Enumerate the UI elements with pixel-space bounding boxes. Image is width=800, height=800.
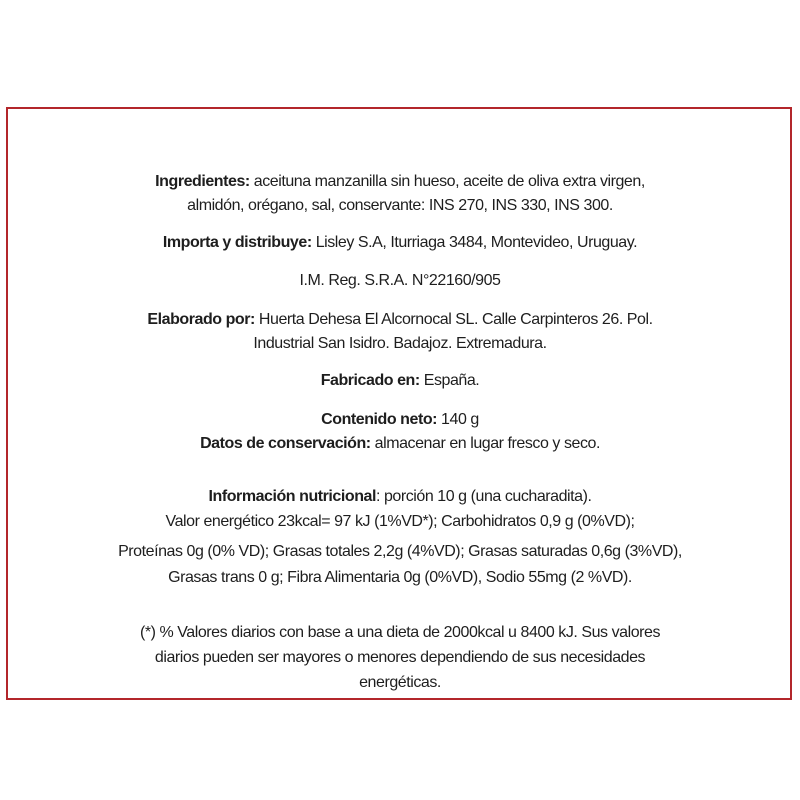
producer-line-1 — [0, 310, 800, 330]
origin-label: Fabricado en: — [320, 372, 420, 389]
ingredients-line-1 — [0, 172, 800, 192]
ingredients-line-2: almidón, orégano, sal, conservante: INS 270, INS 330, INS 300. — [187, 197, 613, 214]
nutrition-label: Información nutricional — [208, 488, 376, 505]
ingredients-label: Ingredientes: — [155, 173, 250, 190]
importer-label: Importa y distribuye: — [162, 234, 312, 251]
origin-value: España. — [419, 372, 480, 389]
footnote-line-2: diarios pueden ser mayores o menores dependiendo de sus necesidades — [154, 649, 646, 666]
net-content-value: 140 g — [437, 411, 479, 428]
producer-text: Huerta Dehesa El Alcornocal SL. Calle Carpinteros 26. Pol. — [254, 311, 653, 328]
producer-label: Elaborado por: — [147, 311, 255, 328]
producer-line-2: Industrial San Isidro. Badajoz. Extremadura. — [253, 335, 547, 352]
storage-label: Datos de conservación: — [200, 435, 371, 452]
registration-line: I.M. Reg. S.R.A. N°22160/905 — [299, 272, 501, 289]
ingredients-text: aceituna manzanilla sin hueso, aceite de oliva extra virgen, — [249, 173, 645, 190]
importer-line — [0, 233, 800, 253]
nutrition-line-3: Proteínas 0g (0% VD); Grasas totales 2,2g (4%VD); Grasas saturadas 0,6g (3%VD), — [118, 543, 682, 560]
nutrition-line-2: Valor energético 23kcal= 97 kJ (1%VD*); Carbohidratos 0,9 g (0%VD); — [165, 513, 635, 530]
importer-value: Lisley S.A, Iturriaga 3484, Montevideo, Uruguay. — [311, 234, 638, 251]
nutrition-line-4: Grasas trans 0 g; Fibra Alimentaria 0g (0%VD), Sodio 55mg (2 %VD). — [168, 569, 632, 586]
storage-value: almacenar en lugar fresco y seco. — [370, 435, 600, 452]
origin-line — [0, 371, 800, 391]
footnote-line-3: energéticas. — [359, 674, 441, 691]
footnote-line-1: (*) % Valores diarios con base a una dieta de 2000kcal u 8400 kJ. Sus valores — [139, 624, 661, 641]
nutrition-line-1 — [0, 487, 800, 507]
storage-line — [0, 434, 800, 454]
net-content-line — [0, 410, 800, 430]
nutrition-portion: : porción 10 g (una cucharadita). — [375, 488, 592, 505]
net-content-label: Contenido neto: — [321, 411, 438, 428]
